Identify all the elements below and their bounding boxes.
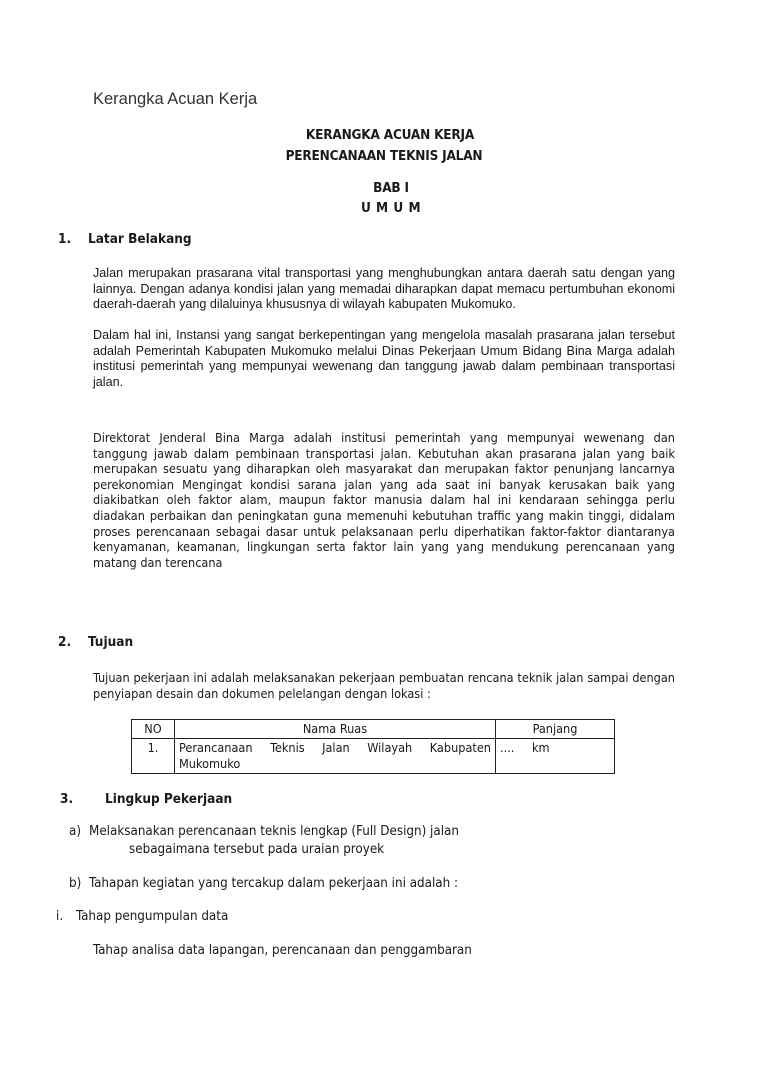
table-header-no: NO — [132, 720, 175, 739]
item-i-text: Tahap pengumpulan data — [76, 909, 229, 924]
doc-title-line2: PERENCANAAN TEKNIS JALAN — [285, 148, 483, 164]
chapter-number: BAB I — [373, 180, 409, 196]
chapter-name: U M U M — [360, 200, 422, 216]
nama-ruas-line2: Mukomuko — [179, 756, 241, 771]
nama-ruas-line1: Perancanaan Teknis Jalan Wilayah Kabupaten — [179, 740, 491, 755]
panjang-value: .... — [500, 740, 515, 755]
section-1-title: Latar Belakang — [88, 231, 192, 247]
table-cell-panjang — [496, 739, 615, 774]
section-1-paragraph-3: Direktorat Jenderal Bina Marga adalah institusi pemerintah yang mempunyai wewenang dan tanggung jawab dalam pembinaan transportasi jalan. Kebutuhan akan prasarana jalan yang baik merupakan sesuatu yang diharapkan oleh masyarakat dan merupakan faktor penunjang lancarnya perekonomian Mengingat kondisi sarana jalan yang ada saat ini banyak kerusakan baik yang diakibatkan oleh faktor alam, maupun faktor manusia dalam hal ini kendaraan sehingga perlu diadakan perbaikan dan peningkatan guna memenuhi kebutuhan traffic yang makin tinggi, didalam proses perencanaan sebagai dasar untuk pelaksanaan perlu diperhatikan faktor-faktor diantaranya kenyamanan, keamanan, lingkungan serta faktor lain yang yang mendukung perencanaan yang matang dan terencana — [93, 430, 675, 570]
item-a-line2: sebagaimana tersebut pada uraian proyek — [129, 842, 385, 857]
section-3-number: 3. — [60, 791, 74, 807]
item-a-label: a) — [69, 824, 81, 839]
table-header-panjang: Panjang — [496, 720, 615, 739]
item-i-label: i. — [56, 909, 64, 924]
item-b-label: b) — [69, 876, 82, 891]
running-header: Kerangka Acuan Kerja — [93, 90, 258, 108]
section-3-title: Lingkup Pekerjaan — [105, 791, 233, 807]
item-a-line1: Melaksanakan perencanaan teknis lengkap (Full Design) jalan — [89, 824, 459, 839]
section-1-number: 1. — [58, 231, 72, 247]
section-2-number: 2. — [58, 634, 72, 650]
section-2-title: Tujuan — [88, 634, 134, 650]
section-1-paragraph-1: Jalan merupakan prasarana vital transportasi yang menghubungkan antara daerah satu dengan yang lainnya. Dengan adanya kondisi jalan yang memadai diharapkan dapat memacu pertumbuhan ekonomi daerah-daerah yang dilaluinya khususnya di wilayah kabupaten Mukomuko. — [93, 266, 675, 312]
section-2-paragraph: Tujuan pekerjaan ini adalah melaksanakan pekerjaan pembuatan rencana teknik jalan sampai dengan penyiapan desain dan dokumen pelelangan dengan lokasi : — [93, 670, 675, 701]
table-row — [132, 739, 615, 774]
road-table — [131, 719, 615, 774]
doc-title-line1: KERANGKA ACUAN KERJA — [305, 127, 475, 143]
section-1-paragraph-2: Dalam hal ini, Instansi yang sangat berkepentingan yang mengelola masalah prasarana jalan tersebut adalah Pemerintah Kabupaten Mukomuko melalui Dinas Pekerjaan Umum Bidang Bina Marga adalah institusi pemerintah yang mempunyai wewenang dan tanggung jawab dalam pembinaan transportasi jalan. — [93, 328, 675, 389]
table-header-row — [132, 720, 615, 739]
panjang-unit: km — [532, 740, 550, 755]
item-b-text: Tahapan kegiatan yang tercakup dalam pekerjaan ini adalah : — [89, 876, 459, 891]
table-cell-no: 1. — [132, 739, 175, 774]
item-i-description: Tahap analisa data lapangan, perencanaan dan penggambaran — [93, 943, 472, 958]
table-header-nama-ruas: Nama Ruas — [175, 720, 496, 739]
table-cell-nama-ruas — [175, 739, 496, 774]
